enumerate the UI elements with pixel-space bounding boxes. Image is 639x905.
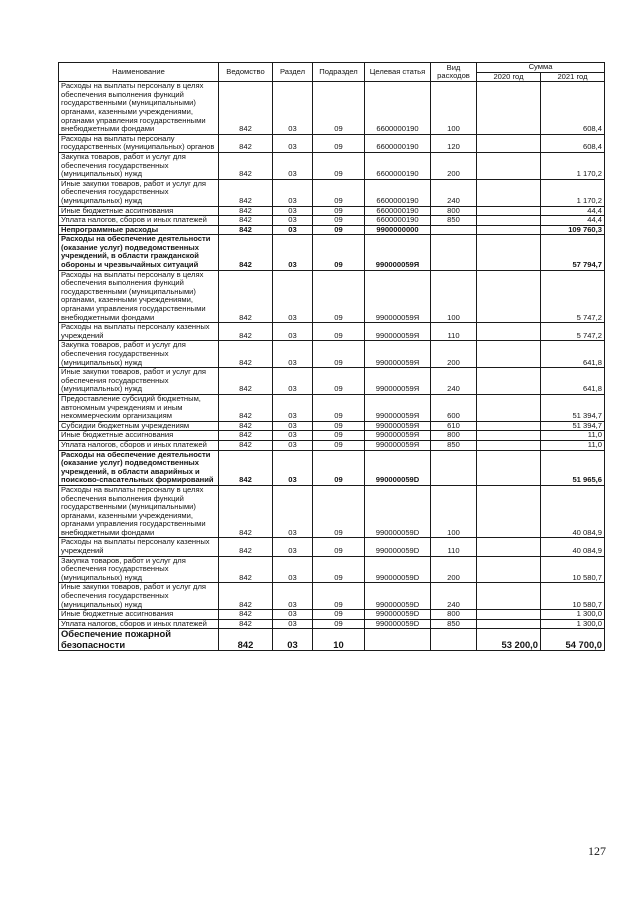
cell-subsection: 09 (313, 610, 365, 620)
cell-dept: 842 (219, 431, 273, 441)
cell-sum-2020 (477, 82, 541, 135)
cell-sum-2020 (477, 619, 541, 629)
cell-subsection: 09 (313, 421, 365, 431)
cell-subsection: 09 (313, 368, 365, 395)
cell-kind: 200 (431, 152, 477, 179)
cell-kind: 120 (431, 134, 477, 152)
cell-name: Закупка товаров, работ и услуг для обеспечения государственных (муниципальных) нужд (59, 152, 219, 179)
cell-name: Иные закупки товаров, работ и услуг для обеспечения государственных (муниципальных) нужд (59, 179, 219, 206)
cell-name: Субсидии бюджетным учреждениям (59, 421, 219, 431)
table-row (59, 82, 605, 135)
table-row (59, 225, 605, 235)
cell-kind (431, 450, 477, 485)
cell-target: 6600000190 (365, 82, 431, 135)
header-kind: Вид расходов (431, 63, 477, 82)
cell-section: 03 (273, 179, 313, 206)
cell-dept: 842 (219, 323, 273, 341)
cell-section: 03 (273, 152, 313, 179)
cell-dept: 842 (219, 421, 273, 431)
cell-subsection: 10 (313, 629, 365, 651)
table-row (59, 134, 605, 152)
header-sum: Сумма (477, 63, 605, 73)
header-section: Раздел (273, 63, 313, 82)
cell-sum-2021: 10 580,7 (541, 583, 605, 610)
cell-sum-2020 (477, 235, 541, 270)
cell-target: 990000059Я (365, 394, 431, 421)
cell-sum-2020 (477, 225, 541, 235)
cell-kind: 600 (431, 394, 477, 421)
cell-dept: 842 (219, 179, 273, 206)
cell-dept: 842 (219, 235, 273, 270)
cell-name: Расходы на выплаты персоналу государственных (муниципальных) органов (59, 134, 219, 152)
cell-name: Иные бюджетные ассигнования (59, 610, 219, 620)
cell-kind: 240 (431, 368, 477, 395)
cell-sum-2020 (477, 440, 541, 450)
cell-kind: 800 (431, 431, 477, 441)
cell-sum-2021: 109 760,3 (541, 225, 605, 235)
cell-target: 990000059D (365, 619, 431, 629)
cell-section: 03 (273, 368, 313, 395)
cell-kind: 610 (431, 421, 477, 431)
cell-target: 990000059Я (365, 421, 431, 431)
cell-target: 990000059D (365, 556, 431, 583)
cell-dept: 842 (219, 485, 273, 538)
cell-subsection: 09 (313, 82, 365, 135)
cell-name: Расходы на обеспечение деятельности (оказание услуг) подведомственных учреждений, в области гражданской обороны и чрезвычайных ситуаций (59, 235, 219, 270)
cell-section: 03 (273, 538, 313, 556)
cell-target: 990000059Я (365, 341, 431, 368)
cell-sum-2021: 5 747,2 (541, 323, 605, 341)
cell-sum-2021: 608,4 (541, 82, 605, 135)
cell-kind: 800 (431, 610, 477, 620)
cell-section: 03 (273, 225, 313, 235)
cell-subsection: 09 (313, 431, 365, 441)
cell-dept: 842 (219, 341, 273, 368)
cell-sum-2020 (477, 556, 541, 583)
header-year-2020: 2020 год (477, 72, 541, 82)
cell-sum-2020 (477, 485, 541, 538)
cell-sum-2020: 53 200,0 (477, 629, 541, 651)
cell-subsection: 09 (313, 341, 365, 368)
cell-kind: 100 (431, 270, 477, 323)
cell-sum-2021: 5 747,2 (541, 270, 605, 323)
cell-sum-2021: 44,4 (541, 216, 605, 226)
cell-target: 990000059Я (365, 270, 431, 323)
cell-kind: 100 (431, 485, 477, 538)
cell-sum-2021: 51 965,6 (541, 450, 605, 485)
cell-sum-2021: 1 170,2 (541, 152, 605, 179)
cell-subsection: 09 (313, 134, 365, 152)
cell-target: 990000059Я (365, 368, 431, 395)
table-row (59, 556, 605, 583)
cell-target (365, 629, 431, 651)
cell-sum-2021: 51 394,7 (541, 421, 605, 431)
cell-sum-2021: 11,0 (541, 431, 605, 441)
cell-sum-2020 (477, 431, 541, 441)
cell-name: Предоставление субсидий бюджетным, автономным учреждениям и иным некоммерческим организациям (59, 394, 219, 421)
cell-target: 990000059D (365, 450, 431, 485)
cell-sum-2020 (477, 323, 541, 341)
cell-subsection: 09 (313, 556, 365, 583)
cell-dept: 842 (219, 629, 273, 651)
cell-dept: 842 (219, 610, 273, 620)
header-target: Целевая статья (365, 63, 431, 82)
cell-dept: 842 (219, 583, 273, 610)
cell-subsection: 09 (313, 152, 365, 179)
table-body (59, 82, 605, 651)
cell-target: 6600000190 (365, 216, 431, 226)
cell-subsection: 09 (313, 538, 365, 556)
header-name: Наименование (59, 63, 219, 82)
header-subsection: Подраздел (313, 63, 365, 82)
cell-dept: 842 (219, 556, 273, 583)
cell-subsection: 09 (313, 440, 365, 450)
cell-section: 03 (273, 629, 313, 651)
cell-sum-2020 (477, 152, 541, 179)
cell-sum-2021: 57 794,7 (541, 235, 605, 270)
cell-name: Расходы на выплаты персоналу в целях обеспечения выполнения функций государственными (муниципальными) органами, казенными учреждениями, органами управления государственными внебюджетными фондами (59, 82, 219, 135)
cell-sum-2020 (477, 450, 541, 485)
cell-sum-2021: 608,4 (541, 134, 605, 152)
cell-sum-2020 (477, 179, 541, 206)
cell-target: 6600000190 (365, 134, 431, 152)
cell-sum-2020 (477, 270, 541, 323)
cell-subsection: 09 (313, 206, 365, 216)
cell-section: 03 (273, 341, 313, 368)
cell-sum-2020 (477, 341, 541, 368)
cell-section: 03 (273, 583, 313, 610)
cell-dept: 842 (219, 368, 273, 395)
cell-target: 6600000190 (365, 152, 431, 179)
table-row (59, 179, 605, 206)
cell-name: Расходы на обеспечение деятельности (оказание услуг) подведомственных учреждений, в области аварийных и поисково-спасательных формирований (59, 450, 219, 485)
cell-kind: 200 (431, 556, 477, 583)
cell-name: Иные бюджетные ассигнования (59, 431, 219, 441)
cell-section: 03 (273, 556, 313, 583)
cell-sum-2021: 641,8 (541, 368, 605, 395)
cell-subsection: 09 (313, 394, 365, 421)
table-header (59, 63, 605, 82)
cell-sum-2021: 51 394,7 (541, 394, 605, 421)
cell-kind: 800 (431, 206, 477, 216)
cell-kind (431, 225, 477, 235)
table-row (59, 368, 605, 395)
cell-target: 990000059Я (365, 440, 431, 450)
cell-subsection: 09 (313, 270, 365, 323)
cell-section: 03 (273, 450, 313, 485)
cell-sum-2021: 40 084,9 (541, 538, 605, 556)
cell-kind (431, 629, 477, 651)
cell-sum-2020 (477, 394, 541, 421)
cell-target: 990000059Я (365, 323, 431, 341)
cell-subsection: 09 (313, 450, 365, 485)
cell-target: 9900000000 (365, 225, 431, 235)
cell-dept: 842 (219, 450, 273, 485)
cell-dept: 842 (219, 216, 273, 226)
table-row (59, 619, 605, 629)
table-row (59, 270, 605, 323)
cell-target: 990000059D (365, 538, 431, 556)
header-dept: Ведомство (219, 63, 273, 82)
cell-target: 990000059D (365, 485, 431, 538)
table-row (59, 450, 605, 485)
cell-name: Обеспечение пожарной безопасности (59, 629, 219, 651)
cell-dept: 842 (219, 134, 273, 152)
table-row (59, 629, 605, 651)
cell-sum-2021: 54 700,0 (541, 629, 605, 651)
cell-section: 03 (273, 82, 313, 135)
cell-subsection: 09 (313, 225, 365, 235)
table-row (59, 538, 605, 556)
cell-subsection: 09 (313, 619, 365, 629)
cell-name: Уплата налогов, сборов и иных платежей (59, 440, 219, 450)
cell-dept: 842 (219, 206, 273, 216)
table-row (59, 206, 605, 216)
cell-name: Расходы на выплаты персоналу казенных учреждений (59, 323, 219, 341)
cell-dept: 842 (219, 440, 273, 450)
cell-section: 03 (273, 431, 313, 441)
cell-name: Уплата налогов, сборов и иных платежей (59, 619, 219, 629)
table-row (59, 421, 605, 431)
table-row (59, 216, 605, 226)
cell-section: 03 (273, 216, 313, 226)
cell-kind: 240 (431, 179, 477, 206)
cell-kind: 110 (431, 323, 477, 341)
cell-sum-2020 (477, 368, 541, 395)
header-year-2021: 2021 год (541, 72, 605, 82)
cell-sum-2020 (477, 134, 541, 152)
cell-sum-2020 (477, 610, 541, 620)
cell-target: 990000059D (365, 583, 431, 610)
cell-section: 03 (273, 610, 313, 620)
cell-target: 6600000190 (365, 179, 431, 206)
cell-kind: 110 (431, 538, 477, 556)
table-row (59, 583, 605, 610)
budget-table (58, 62, 605, 651)
cell-dept: 842 (219, 152, 273, 179)
cell-section: 03 (273, 235, 313, 270)
cell-kind: 240 (431, 583, 477, 610)
cell-section: 03 (273, 134, 313, 152)
cell-target: 6600000190 (365, 206, 431, 216)
cell-sum-2021: 1 170,2 (541, 179, 605, 206)
cell-name: Расходы на выплаты персоналу в целях обеспечения выполнения функций государственными (муниципальными) органами, казенными учреждениями, органами управления государственными внебюджетными фондами (59, 485, 219, 538)
cell-sum-2021: 1 300,0 (541, 619, 605, 629)
page-number: 127 (588, 844, 606, 858)
cell-sum-2021: 44,4 (541, 206, 605, 216)
cell-subsection: 09 (313, 235, 365, 270)
cell-dept: 842 (219, 225, 273, 235)
cell-kind (431, 235, 477, 270)
cell-name: Уплата налогов, сборов и иных платежей (59, 216, 219, 226)
cell-target: 990000059Я (365, 235, 431, 270)
cell-section: 03 (273, 421, 313, 431)
cell-subsection: 09 (313, 485, 365, 538)
cell-name: Иные закупки товаров, работ и услуг для обеспечения государственных (муниципальных) нужд (59, 583, 219, 610)
cell-section: 03 (273, 323, 313, 341)
cell-sum-2020 (477, 583, 541, 610)
cell-sum-2021: 641,8 (541, 341, 605, 368)
cell-name: Закупка товаров, работ и услуг для обеспечения государственных (муниципальных) нужд (59, 556, 219, 583)
cell-sum-2020 (477, 216, 541, 226)
table-row (59, 394, 605, 421)
cell-section: 03 (273, 485, 313, 538)
cell-name: Иные бюджетные ассигнования (59, 206, 219, 216)
cell-sum-2021: 11,0 (541, 440, 605, 450)
cell-target: 990000059D (365, 610, 431, 620)
table-row (59, 431, 605, 441)
cell-sum-2021: 10 580,7 (541, 556, 605, 583)
cell-dept: 842 (219, 82, 273, 135)
cell-sum-2021: 40 084,9 (541, 485, 605, 538)
cell-name: Расходы на выплаты персоналу в целях обеспечения выполнения функций государственными (муниципальными) органами, казенными учреждениями, органами управления государственными внебюджетными фондами (59, 270, 219, 323)
cell-subsection: 09 (313, 179, 365, 206)
cell-subsection: 09 (313, 583, 365, 610)
table-row (59, 235, 605, 270)
cell-sum-2020 (477, 206, 541, 216)
table-row (59, 323, 605, 341)
cell-section: 03 (273, 440, 313, 450)
cell-subsection: 09 (313, 323, 365, 341)
cell-kind: 850 (431, 440, 477, 450)
cell-sum-2020 (477, 421, 541, 431)
cell-sum-2020 (477, 538, 541, 556)
cell-dept: 842 (219, 619, 273, 629)
cell-section: 03 (273, 394, 313, 421)
cell-dept: 842 (219, 394, 273, 421)
table-row (59, 341, 605, 368)
table-row (59, 610, 605, 620)
table-row (59, 440, 605, 450)
cell-name: Закупка товаров, работ и услуг для обеспечения государственных (муниципальных) нужд (59, 341, 219, 368)
cell-section: 03 (273, 619, 313, 629)
cell-kind: 200 (431, 341, 477, 368)
cell-sum-2021: 1 300,0 (541, 610, 605, 620)
table-row (59, 152, 605, 179)
table-row (59, 485, 605, 538)
cell-dept: 842 (219, 270, 273, 323)
cell-section: 03 (273, 270, 313, 323)
cell-name: Расходы на выплаты персоналу казенных учреждений (59, 538, 219, 556)
cell-kind: 100 (431, 82, 477, 135)
cell-kind: 850 (431, 216, 477, 226)
cell-subsection: 09 (313, 216, 365, 226)
cell-kind: 850 (431, 619, 477, 629)
cell-name: Иные закупки товаров, работ и услуг для обеспечения государственных (муниципальных) нужд (59, 368, 219, 395)
cell-name: Непрограммные расходы (59, 225, 219, 235)
cell-dept: 842 (219, 538, 273, 556)
cell-section: 03 (273, 206, 313, 216)
cell-target: 990000059Я (365, 431, 431, 441)
